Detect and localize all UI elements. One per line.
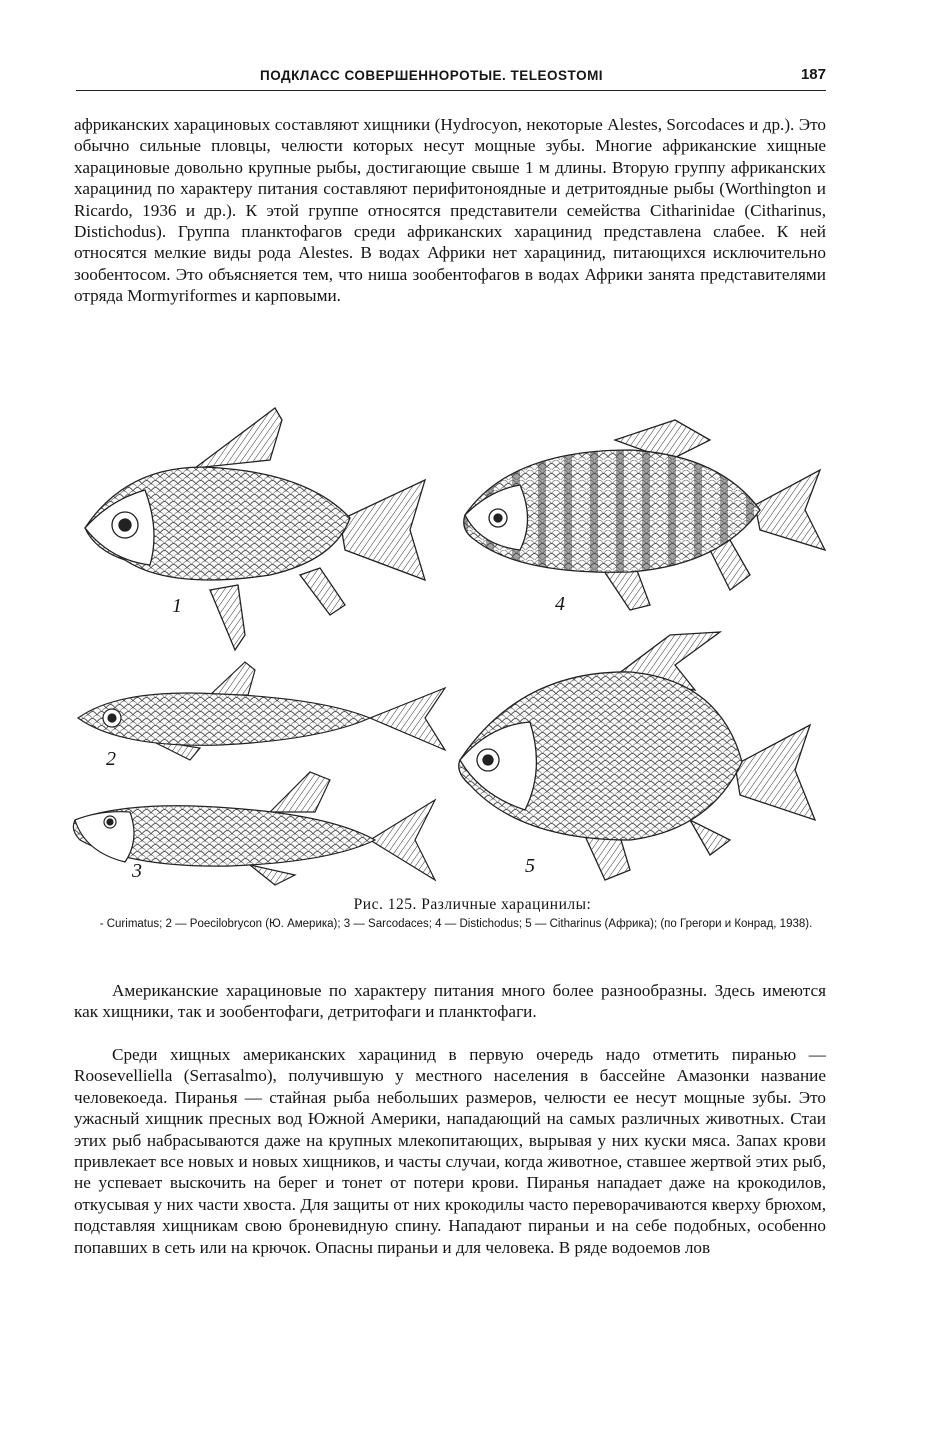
figure-caption-title: Рис. 125. Различные харацинилы: bbox=[353, 896, 592, 913]
figure-number-2: 2 bbox=[106, 748, 116, 770]
running-header bbox=[76, 66, 826, 91]
fish-3-sarcodaces bbox=[73, 772, 435, 885]
fish-2-poecilobrycon bbox=[78, 662, 445, 760]
fish-5-citharinus bbox=[459, 632, 815, 880]
figure-number-1: 1 bbox=[172, 595, 182, 617]
figure-number-5: 5 bbox=[525, 855, 535, 877]
figure-caption-legend: - Curimatus; 2 — Poecilobrycon (Ю. Америка); 3 — Sarcodaces; 4 — Distichodus; 5 — Citharinus (Африка); (по Грегори и Конрад, 1938). bbox=[99, 918, 813, 930]
figure-number-4: 4 bbox=[555, 593, 565, 615]
fish-1-curimatus bbox=[85, 408, 425, 650]
fish-4-distichodus bbox=[464, 420, 825, 610]
page-number: 187 bbox=[800, 66, 826, 83]
paragraph-2: Американские харациновые по характеру питания много более разнообразны. Здесь имеются как хищники, так и зообентофаги, детритофаги и планктофаги. bbox=[74, 981, 826, 1022]
running-head-title: ПОДКЛАСС СОВЕРШЕННОРОТЫЕ. TELEOSTOMI bbox=[260, 68, 604, 83]
fish-illustration bbox=[70, 400, 840, 895]
paragraph-1: африканских харациновых составляют хищники (Hydrocyon, некоторые Alestes, Sorcodaces и др.). Это обычно сильные пловцы, челюсти которых несут мощные зубы. Многие африканские хищные харациновые довольно крупные рыбы, достигающие свыше 1 м длины. Вторую группу африканских харацинид по характеру питания составляют перифитоноядные и детритоядные рыбы (Worthington и Ricardo, 1936 и др.). К этой группе относятся представители семейства Citharinidae (Citharinus, Distichodus). Группа планктофагов среди африканских харацинид представлена слабее. К ней относятся мелкие виды рода Alestes. В водах Африки нет харацинид, питающихся исключительно зообентосом. Это объясняется тем, что ниша зообентофагов в водах Африки занята представителями отряда Mormyriformes и карповыми. bbox=[74, 115, 826, 306]
paragraph-3: Среди хищных американских харацинид в первую очередь надо отметить пиранью — Roosevelliella (Serrasalmo), получившую у местного населения в бассейне Амазонки название человекоеда. Пиранья — стайная рыба небольших размеров, челюсти ее несут мощные зубы. Это ужасный хищник пресных вод Южной Америки, нападающий на самых различных животных. Стаи этих рыб набрасываются даже на крупных млекопитающих, вырывая у них куски мяса. Запах крови привлекает все новых и новых хищников, и часты случаи, когда животное, ставшее жертвой этих рыб, не успевает выскочить на берег и тонет от потери крови. Пиранья нападает даже на крокодилов, откусывая у них части хвоста. Для защиты от них крокодилы часто переворачиваются кверху брюхом, подставляя хищникам свою броневидную спину. Нападают пираньи и на себе подобных, особенно попавших в сеть или на крючок. Опасны пираньи и для человека. В ряде водоемов лов bbox=[74, 1045, 826, 1257]
figure-number-3: 3 bbox=[132, 860, 142, 882]
